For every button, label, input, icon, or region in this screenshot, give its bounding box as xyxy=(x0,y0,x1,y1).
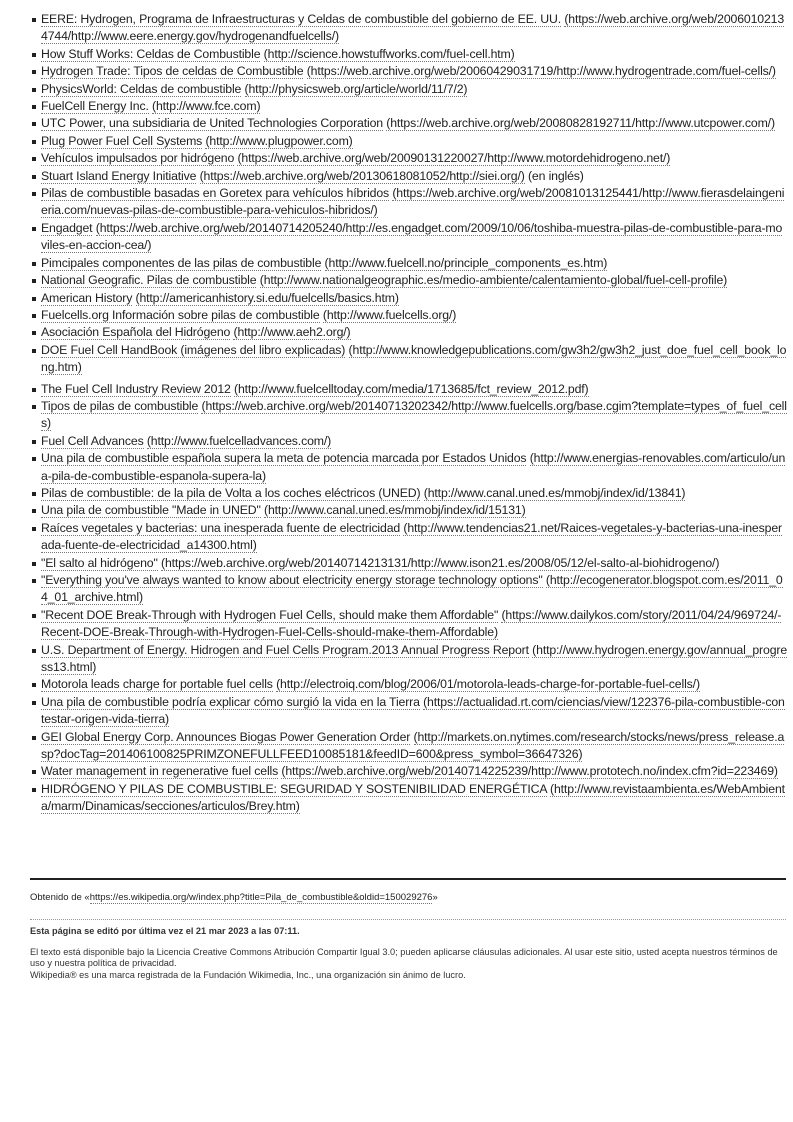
license-text: El texto está disponible bajo la Licencia Creative Commons Atribución Compartir Igual 3.0; pueden aplicarse cláusulas adicionales. Al usar este sitio, usted acepta nuestros términos de uso y nuestra política de privacidad. xyxy=(30,946,778,968)
reference-url: http://www.fce.com xyxy=(155,99,257,114)
reference-item xyxy=(30,272,787,289)
reference-item xyxy=(30,46,787,63)
reference-url: http://www.canal.uned.es/mmobj/index/id/15131 xyxy=(267,503,522,518)
reference-url: http://www.revistaambienta.es/WebAmbienta/marm/Dinamicas/secciones/articulos/Brey.htm xyxy=(41,781,785,814)
reference-url: http://www.aeh2.org/ xyxy=(237,325,347,340)
reference-url-link[interactable]: (https://web.archive.org/web/20140714225239/http://www.prototech.no/index.cfm?id=223469) xyxy=(281,764,778,779)
reference-item xyxy=(30,11,787,46)
reference-link[interactable]: How Stuff Works: Celdas de Combustible xyxy=(41,46,261,61)
retrieved-from-suffix: » xyxy=(432,892,438,903)
reference-link[interactable]: Motorola leads charge for portable fuel cells xyxy=(41,677,273,692)
reference-url-link[interactable]: (https://www.dailykos.com/story/2011/04/24/969724/-Recent-DOE-Break-Through-with-Hydrogen-Fuel-Cells-should-make-them-Affordable) xyxy=(41,607,782,640)
reference-link[interactable]: "Recent DOE Break-Through with Hydrogen Fuel Cells, should make them Affordable" xyxy=(41,607,499,622)
reference-link[interactable]: Pimcipales componentes de las pilas de combustible xyxy=(41,255,322,270)
reference-url-link[interactable]: (http://www.fuelcell.no/principle_components_es.htm) xyxy=(324,255,608,270)
page-footer xyxy=(30,926,786,981)
reference-item xyxy=(30,502,787,519)
reference-url: https://web.archive.org/web/20081013125441/http://www.fierasdelaingenieria.com/nuevas-pilas-de-combustible-para-vehiculos-hibridos/ xyxy=(41,186,785,218)
reference-url: http://www.knowledgepublications.com/gw3h2/gw3h2_just_doe_fuel_cell_book_long.htm xyxy=(41,342,787,375)
external-links-list xyxy=(30,11,787,816)
reference-url: http://www.plugpower.com xyxy=(209,133,349,148)
reference-item xyxy=(30,98,787,115)
reference-link[interactable]: Fuelcells.org Información sobre pilas de combustible xyxy=(41,307,320,322)
reference-link[interactable]: FuelCell Energy Inc. xyxy=(41,99,149,114)
reference-url: https://actualidad.rt.com/ciencias/view/122376-pila-combustible-contestar-origen-vida-tierra xyxy=(41,694,785,727)
reference-url: http://www.energias-renovables.com/articulo/una-pila-de-combustible-espanola-supera-la xyxy=(41,451,786,483)
reference-link[interactable]: U.S. Department of Energy. Hidrogen and Fuel Cells Program.2013 Annual Progress Report xyxy=(41,642,529,657)
reference-item xyxy=(30,485,787,502)
reference-url: http://www.fuelcells.org/ xyxy=(326,307,453,322)
reference-language-note: (en inglés) xyxy=(524,168,584,183)
reference-url-link[interactable]: (http://science.howstuffworks.com/fuel-cell.htm) xyxy=(263,46,515,61)
reference-url: http://www.nationalgeographic.es/medio-ambiente/calentamiento-global/fuel-cell-profile xyxy=(263,273,724,288)
reference-url: https://web.archive.org/web/20060429031719/http://www.hydrogentrade.com/fuel-cells/ xyxy=(310,64,772,79)
reference-link[interactable]: Fuel Cell Advances xyxy=(41,433,144,448)
reference-url-link[interactable]: (http://ecogenerator.blogspot.com.es/2011_04_01_archive.html) xyxy=(41,573,783,605)
reference-url-link[interactable]: (http://www.fuelcells.org/) xyxy=(322,307,457,322)
reference-url-link[interactable]: (http://www.canal.uned.es/mmobj/index/id/13841) xyxy=(423,485,686,500)
reference-item xyxy=(30,520,787,555)
reference-link[interactable]: Hydrogen Trade: Tipos de celdas de Combustible xyxy=(41,64,304,79)
trademark-text: Wikipedia® es una marca registrada de la Fundación Wikimedia, Inc., una organización sin ánimo de lucro. xyxy=(30,969,466,980)
reference-link[interactable]: Pilas de combustible basadas en Goretex para vehículos híbridos xyxy=(41,186,390,201)
reference-url: http://physicsweb.org/article/world/11/7/2 xyxy=(248,81,464,96)
reference-link[interactable]: Engadget xyxy=(41,220,93,235)
reference-url: https://web.archive.org/web/20090131220027/http://www.motordehidrogeno.net/ xyxy=(241,151,667,166)
reference-url-link[interactable]: (http://americanhistory.si.edu/fuelcells/basics.htm) xyxy=(135,290,399,305)
reference-url: http://ecogenerator.blogspot.com.es/2011_04_01_archive.html xyxy=(41,573,783,605)
reference-link[interactable]: UTC Power, una subsidiaria de United Technologies Corporation xyxy=(41,116,383,131)
last-edited-info: Esta página se editó por última vez el 21 mar 2023 a las 07:11. xyxy=(30,926,300,936)
footer-divider xyxy=(30,919,786,920)
retrieved-from-prefix: Obtenido de « xyxy=(30,892,90,903)
reference-item xyxy=(30,729,787,764)
reference-link[interactable]: DOE Fuel Cell HandBook (imágenes del libro explicadas) xyxy=(41,342,346,357)
reference-item xyxy=(30,555,787,572)
reference-item xyxy=(30,781,787,816)
reference-url: https://web.archive.org/web/20140713202342/http://www.fuelcells.org/base.cgim?template=types_of_fuel_cells xyxy=(41,398,787,431)
reference-link[interactable]: "El salto al hidrógeno" xyxy=(41,555,158,570)
reference-url: http://markets.on.nytimes.com/research/stocks/news/press_release.asp?docTag=201406100825PRIMZONEFULLFEED10085181&feedID=600&press_symbol=36647326 xyxy=(41,729,785,762)
reference-link[interactable]: Raíces vegetales y bacterias: una inesperada fuente de electricidad xyxy=(41,520,401,535)
reference-link[interactable]: Una pila de combustible española supera la meta de potencia marcada por Estados Unidos xyxy=(41,451,527,466)
reference-item xyxy=(30,572,787,607)
reference-item xyxy=(30,307,787,324)
reference-url-link[interactable]: (https://web.archive.org/web/20060429031719/http://www.hydrogentrade.com/fuel-cells/) xyxy=(306,64,776,79)
reference-url: https://web.archive.org/web/20140714225239/http://www.prototech.no/index.cfm?id=223469 xyxy=(285,764,774,779)
reference-url: http://science.howstuffworks.com/fuel-cell.htm xyxy=(267,46,511,61)
reference-link[interactable]: Vehículos impulsados por hidrógeno xyxy=(41,151,235,166)
retrieved-from xyxy=(30,892,438,903)
reference-url-link[interactable]: (http://www.aeh2.org/) xyxy=(233,325,351,340)
reference-link[interactable]: American History xyxy=(41,290,133,305)
reference-link[interactable]: Plug Power Fuel Cell Systems xyxy=(41,133,203,148)
section-divider xyxy=(30,878,786,880)
permanent-link[interactable]: https://es.wikipedia.org/w/index.php?title=Pila_de_combustible&oldid=150029276 xyxy=(89,892,433,903)
reference-item xyxy=(30,290,787,307)
reference-item xyxy=(30,81,787,98)
reference-url: https://web.archive.org/web/20060102134744/http://www.eere.energy.gov/hydrogenandfuelcells/ xyxy=(41,12,785,44)
reference-url-link[interactable]: (http://www.tendencias21.net/Raices-vegetales-y-bacterias-una-inesperada-fuente-de-electricidad_a14300.html) xyxy=(41,520,782,553)
reference-item xyxy=(30,63,787,80)
reference-item xyxy=(30,450,787,485)
reference-link[interactable]: The Fuel Cell Industry Review 2012 xyxy=(41,381,231,396)
reference-url: https://web.archive.org/web/20080828192711/http://www.utcpower.com/ xyxy=(390,116,771,131)
reference-url-link[interactable]: (http://markets.on.nytimes.com/research/stocks/news/press_release.asp?docTag=201406100825PRIMZONEFULLFEED10085181&feedID=600&press_symbol=36647326) xyxy=(41,729,785,762)
reference-url: http://electroiq.com/blog/2006/01/motorola-leads-charge-for-portable-fuel-cells/ xyxy=(280,677,696,692)
reference-url-link[interactable]: (https://web.archive.org/web/20081013125441/http://www.fierasdelaingenieria.com/nuevas-pilas-de-combustible-para-vehiculos-hibridos/) xyxy=(41,186,785,218)
reference-url-link[interactable]: (http://www.knowledgepublications.com/gw3h2/gw3h2_just_doe_fuel_cell_book_long.htm) xyxy=(41,342,787,375)
reference-url-link[interactable]: (https://web.archive.org/web/20140714213131/http://www.ison21.es/2008/05/12/el-salto-al-biohidrogeno/) xyxy=(161,555,720,570)
reference-url: http://www.fuelcelltoday.com/media/1713685/fct_review_2012.pdf xyxy=(237,381,585,396)
reference-url: http://americanhistory.si.edu/fuelcells/basics.htm xyxy=(139,290,395,305)
reference-url: http://www.fuelcell.no/principle_components_es.htm xyxy=(328,255,604,270)
reference-url-link[interactable]: (http://www.plugpower.com) xyxy=(205,133,353,148)
reference-item xyxy=(30,342,787,377)
reference-url-link[interactable]: (http://www.nationalgeographic.es/medio-ambiente/calentamiento-global/fuel-cell-profile) xyxy=(259,273,728,288)
reference-url: https://www.dailykos.com/story/2011/04/24/969724/-Recent-DOE-Break-Through-with-Hydrogen-Fuel-Cells-should-make-them-Affordable xyxy=(41,607,782,640)
reference-url: http://www.canal.uned.es/mmobj/index/id/13841 xyxy=(427,485,682,500)
reference-url-link[interactable]: (https://web.archive.org/web/20090131220027/http://www.motordehidrogeno.net/) xyxy=(237,151,671,166)
reference-url: http://www.hydrogen.energy.gov/annual_progress13.html xyxy=(41,642,788,675)
reference-item xyxy=(30,185,787,220)
reference-link[interactable]: Una pila de combustible "Made in UNED" xyxy=(41,503,261,518)
reference-link[interactable]: GEI Global Energy Corp. Announces Biogas Power Generation Order xyxy=(41,729,411,744)
reference-item xyxy=(30,642,787,677)
reference-url: https://web.archive.org/web/20140714213131/http://www.ison21.es/2008/05/12/el-salto-al-biohidrogeno/ xyxy=(164,555,716,570)
reference-item xyxy=(30,220,787,255)
reference-url: http://www.fuelcelladvances.com/ xyxy=(150,433,328,448)
reference-link[interactable]: HIDRÓGENO Y PILAS DE COMBUSTIBLE: SEGURIDAD Y SOSTENIBILIDAD ENERGÉTICA xyxy=(41,781,547,796)
reference-url-link[interactable]: (http://www.fuelcelladvances.com/) xyxy=(146,433,332,448)
reference-link[interactable]: National Geografic. Pilas de combustible xyxy=(41,273,257,288)
reference-url: https://web.archive.org/web/20140714205240/http://es.engadget.com/2009/10/06/toshiba-muestra-pilas-de-combustible-para-moviles-en-accion-cea/ xyxy=(41,220,783,253)
reference-link[interactable]: PhysicsWorld: Celdas de combustible xyxy=(41,81,242,96)
reference-item xyxy=(30,607,787,642)
reference-item xyxy=(30,763,787,780)
reference-url-link[interactable]: (http://physicsweb.org/article/world/11/7/2) xyxy=(244,81,468,96)
reference-url-link[interactable]: (http://electroiq.com/blog/2006/01/motorola-leads-charge-for-portable-fuel-cells/) xyxy=(276,677,700,692)
reference-url-link[interactable]: (http://www.hydrogen.energy.gov/annual_progress13.html) xyxy=(41,642,788,675)
reference-item xyxy=(30,381,787,398)
reference-item xyxy=(30,168,787,185)
reference-url-link[interactable]: (https://actualidad.rt.com/ciencias/view/122376-pila-combustible-contestar-origen-vida-tierra) xyxy=(41,694,785,727)
reference-url-link[interactable]: (http://www.fuelcelltoday.com/media/1713685/fct_review_2012.pdf) xyxy=(233,381,589,396)
reference-link[interactable]: Una pila de combustible podría explicar cómo surgió la vida en la Tierra xyxy=(41,694,420,709)
reference-item xyxy=(30,150,787,167)
reference-url-link[interactable]: (http://www.fce.com) xyxy=(152,99,261,114)
reference-item xyxy=(30,398,787,433)
reference-url-link[interactable]: (https://web.archive.org/web/20060102134744/http://www.eere.energy.gov/hydrogenandfuelcells/) xyxy=(41,12,785,44)
reference-item xyxy=(30,115,787,132)
reference-url-link[interactable]: (https://web.archive.org/web/20080828192711/http://www.utcpower.com/) xyxy=(386,116,775,131)
reference-item xyxy=(30,676,787,693)
reference-link[interactable]: Pilas de combustible: de la pila de Volta a los coches eléctricos (UNED) xyxy=(41,485,421,500)
reference-link[interactable]: EERE: Hydrogen, Programa de Infraestructuras y Celdas de combustible del gobierno de EE. UU. xyxy=(41,12,562,26)
reference-item xyxy=(30,694,787,729)
reference-item xyxy=(30,255,787,272)
reference-url-link[interactable]: (https://web.archive.org/web/20140714205240/http://es.engadget.com/2009/10/06/toshiba-muestra-pilas-de-combustible-para-moviles-en-accion-cea/) xyxy=(41,220,783,253)
reference-url-link[interactable]: (https://web.archive.org/web/20130618081052/http://siei.org/) xyxy=(199,168,525,183)
reference-item xyxy=(30,324,787,341)
reference-url-link[interactable]: (https://web.archive.org/web/20140713202342/http://www.fuelcells.org/base.cgim?template=types_of_fuel_cells) xyxy=(41,398,787,431)
reference-url-link[interactable]: (http://www.revistaambienta.es/WebAmbienta/marm/Dinamicas/secciones/articulos/Brey.htm) xyxy=(41,781,785,814)
reference-link[interactable]: Tipos de pilas de combustible xyxy=(41,398,199,413)
reference-item xyxy=(30,433,787,450)
reference-link[interactable]: Stuart Island Energy Initiative xyxy=(41,168,197,183)
reference-url-link[interactable]: (http://www.energias-renovables.com/articulo/una-pila-de-combustible-espanola-supera-la) xyxy=(41,451,786,483)
reference-url: https://web.archive.org/web/20130618081052/http://siei.org/ xyxy=(203,168,521,183)
reference-url: http://www.tendencias21.net/Raices-vegetales-y-bacterias-una-inesperada-fuente-de-electricidad_a14300.html xyxy=(41,520,782,553)
reference-link[interactable]: Water management in regenerative fuel cells xyxy=(41,764,279,779)
reference-link[interactable]: Asociación Española del Hidrógeno xyxy=(41,325,231,340)
reference-url-link[interactable]: (http://www.canal.uned.es/mmobj/index/id/15131) xyxy=(263,503,526,518)
reference-item xyxy=(30,133,787,150)
reference-link[interactable]: "Everything you've always wanted to know about electricity energy storage technology options" xyxy=(41,573,543,587)
